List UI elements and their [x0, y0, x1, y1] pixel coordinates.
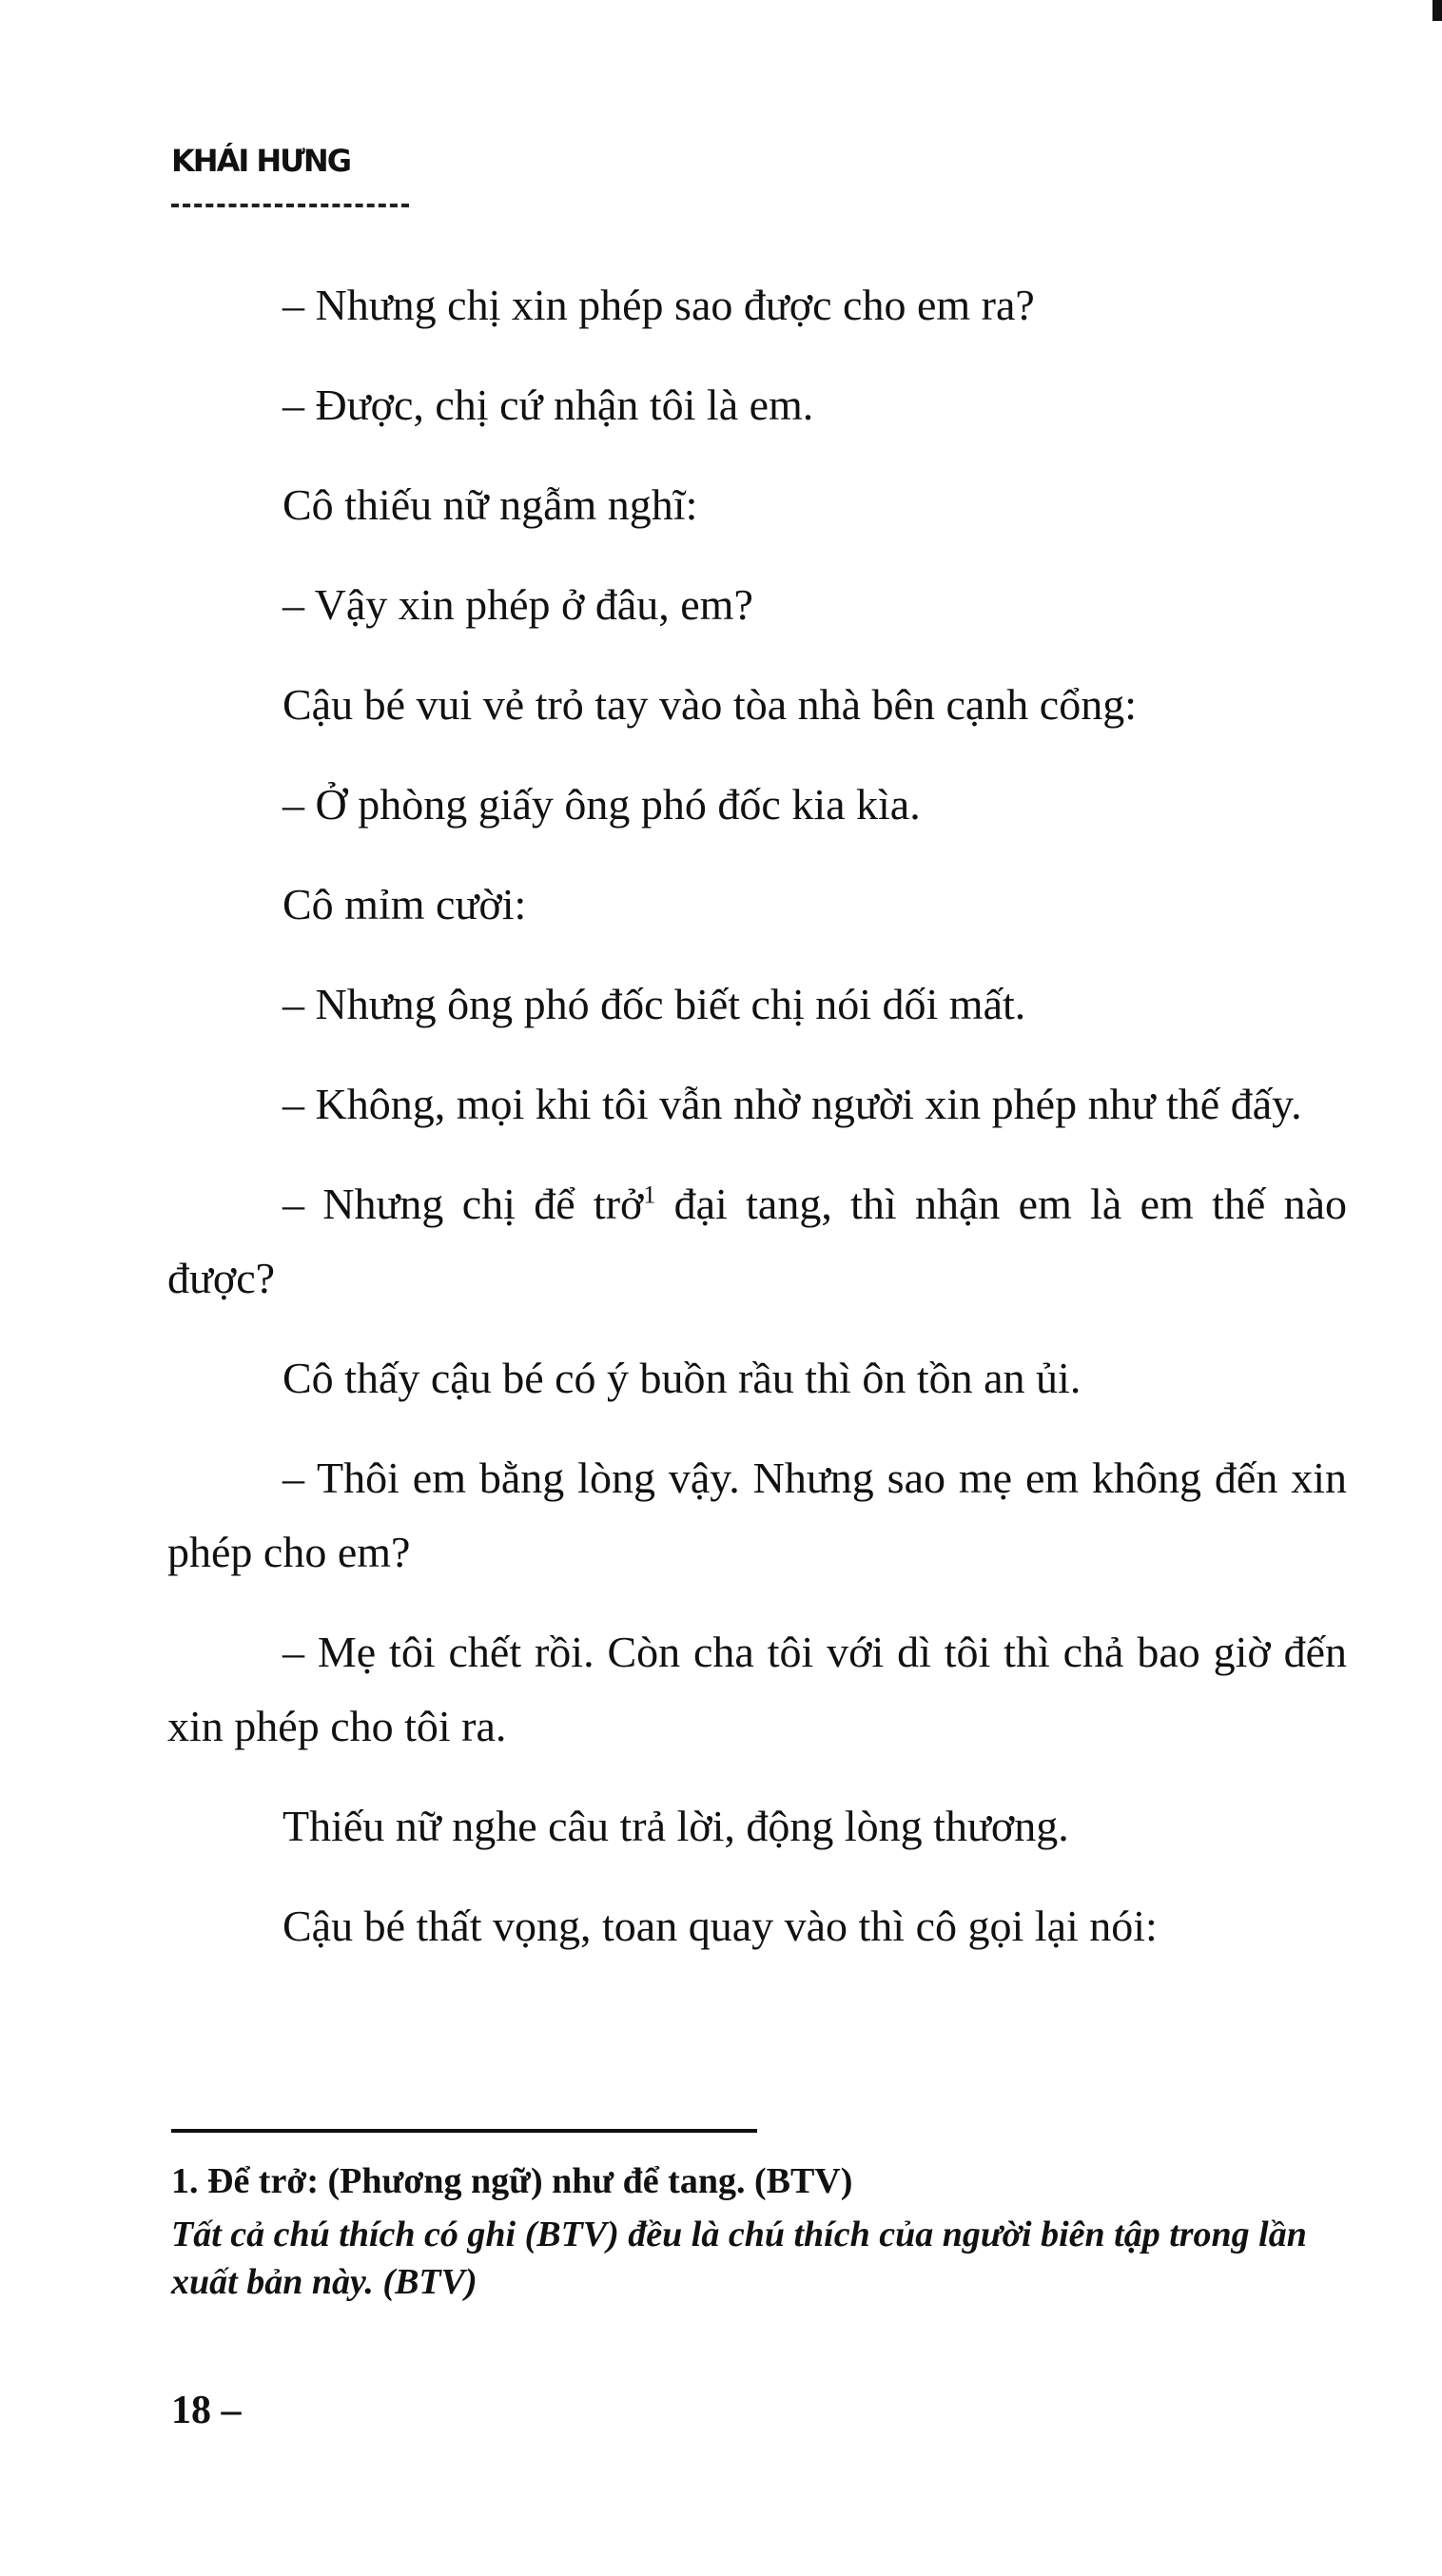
paragraph: Cô mỉm cười: — [283, 880, 527, 928]
paragraph: Cô thấy cậu bé có ý buồn rầu thì ôn tồn an ủi. — [283, 1354, 1082, 1402]
paragraph: – Ở phòng giấy ông phó đốc kia kìa. — [283, 780, 921, 829]
paragraph: – Nhưng ông phó đốc biết chị nói dối mất. — [283, 980, 1026, 1028]
paragraph: Cậu bé vui vẻ trỏ tay vào tòa nhà bên cạnh cổng: — [283, 680, 1137, 729]
paragraph: – Vậy xin phép ở đâu, em? — [283, 580, 753, 629]
body-text — [167, 268, 1347, 1989]
page-number: 18 – — [171, 2389, 242, 2432]
scan-edge-mark — [1432, 0, 1442, 21]
paragraph-part: đại tang, thì nhận em là em thế nào được? — [167, 1180, 1348, 1302]
footnotes — [171, 2157, 1351, 2306]
paragraph: – Không, mọi khi tôi vẫn nhờ người xin phép như thế đấy. — [283, 1080, 1302, 1128]
paragraph: – Mẹ tôi chết rồi. Còn cha tôi với dì tôi thì chả bao giờ đến xin phép cho tôi ra. — [167, 1628, 1347, 1750]
paragraph: – Thôi em bằng lòng vậy. Nhưng sao mẹ em không đến xin phép cho em? — [167, 1454, 1347, 1576]
footnote-1: 1. Để trở: (Phương ngữ) như để tang. (BTV) — [171, 2161, 853, 2201]
paragraph: Cậu bé thất vọng, toan quay vào thì cô gọi lại nói: — [283, 1902, 1158, 1950]
footnote-rule — [171, 2129, 757, 2133]
paragraph: Thiếu nữ nghe câu trả lời, động lòng thương. — [283, 1802, 1069, 1850]
paragraph-with-footnote — [167, 1167, 1347, 1316]
paragraph: – Được, chị cứ nhận tôi là em. — [283, 381, 814, 429]
paragraph: Cô thiếu nữ ngẫm nghĩ: — [283, 480, 698, 529]
paragraph-part: – Nhưng chị để trở — [283, 1180, 644, 1228]
footnote-reference: 1 — [643, 1181, 656, 1209]
editor-note: Tất cả chú thích có ghi (BTV) đều là chú thích của người biên tập trong lần xuất bản này. (BTV) — [171, 2215, 1307, 2302]
header-dashed-rule — [171, 204, 409, 207]
paragraph: – Nhưng chị xin phép sao được cho em ra? — [283, 281, 1035, 329]
running-header-author: KHÁI HƯNG — [171, 143, 350, 179]
